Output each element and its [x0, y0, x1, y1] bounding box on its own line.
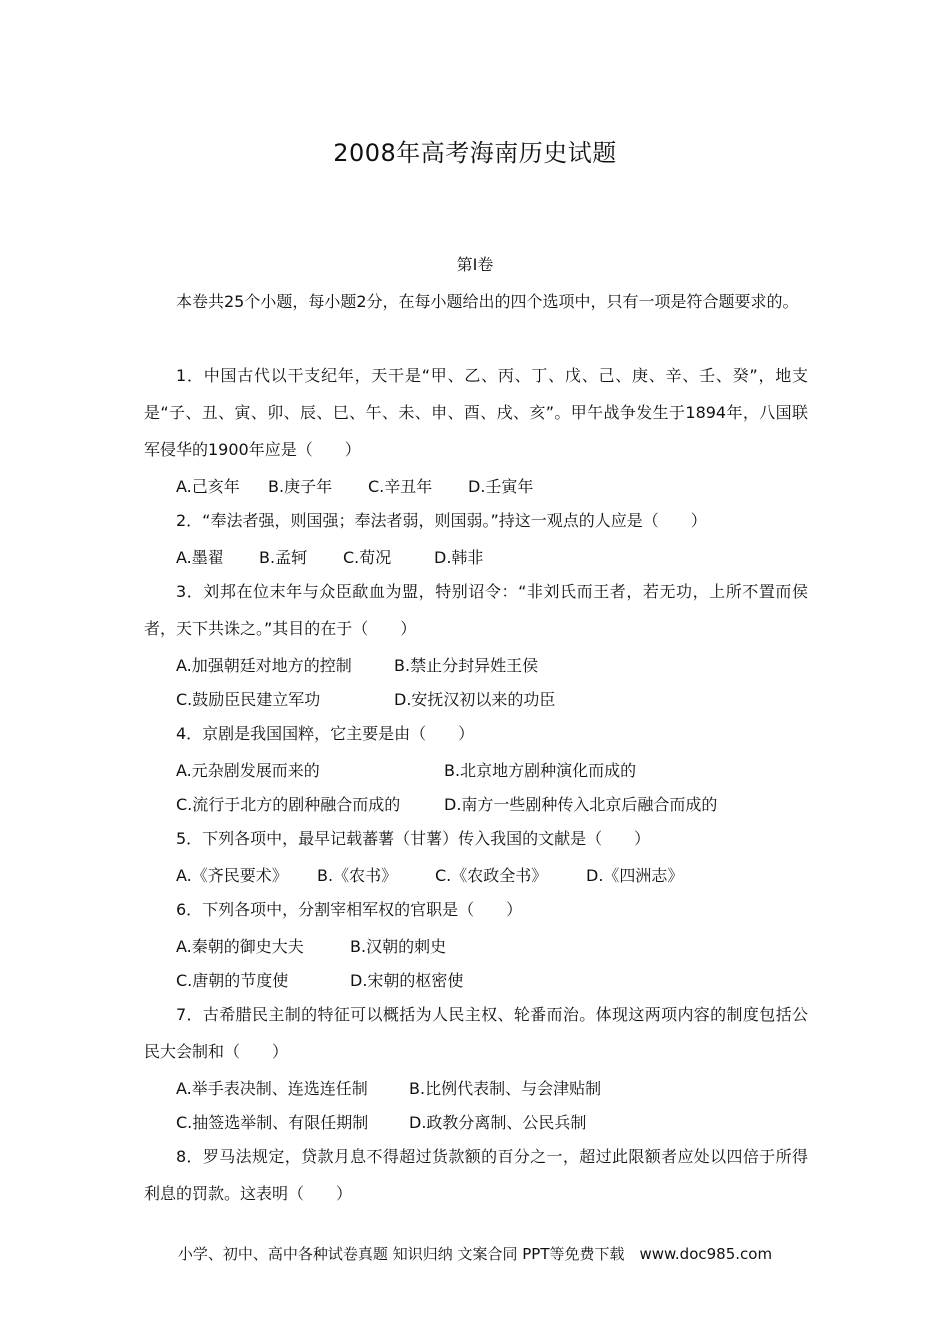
question-4-options-row-2 [144, 786, 808, 820]
instructions: 本卷共25个小题，每小题2分，在每小题给出的四个选项中，只有一项是符合题要求的。 [176, 292, 799, 311]
option-c: C.辛丑年 [368, 476, 433, 496]
option-d: D.政教分离制、公民兵制 [409, 1112, 587, 1132]
option-b: B.禁止分封异姓王侯 [394, 655, 539, 675]
option-d: D.安抚汉初以来的功臣 [394, 689, 556, 709]
option-a: A.己亥年 [176, 476, 240, 496]
question-2-options [144, 539, 808, 573]
page-title: 2008年高考海南历史试题 [333, 139, 617, 167]
question-6-options-row-2 [144, 962, 808, 996]
question-3-options-row-1 [144, 647, 808, 681]
question-5-stem: 5．下列各项中，最早记载蕃薯（甘薯）传入我国的文献是（ ） [176, 829, 651, 848]
option-b: B.孟轲 [259, 547, 308, 567]
option-b: B.庚子年 [268, 476, 333, 496]
option-c: C.唐朝的节度使 [176, 970, 289, 990]
option-c: C.鼓励臣民建立军功 [176, 689, 321, 709]
option-a: A.加强朝廷对地方的控制 [176, 655, 352, 675]
question-1-options [144, 468, 808, 502]
exam-content [144, 283, 808, 1212]
option-c: C.流行于北方的剧种融合而成的 [176, 794, 401, 814]
question-6-options-row-1 [144, 928, 808, 962]
question-3-stem: 3．刘邦在位末年与众臣歃血为盟，特别诏令：“非刘氏而王者，若无功，上所不置而侯者，天下共诛之。”其目的在于（ ） [144, 582, 808, 638]
option-c: C.荀况 [343, 547, 392, 567]
option-b: B.北京地方剧种演化而成的 [444, 760, 637, 780]
footer-note: 小学、初中、高中各种试卷真题 知识归纳 文案合同 PPT等免费下载 www.doc985.com [177, 1245, 773, 1263]
question-2-stem: 2．“奉法者强，则国强；奉法者弱，则国弱。”持这一观点的人应是（ ） [176, 511, 707, 530]
option-a: A.元杂剧发展而来的 [176, 760, 320, 780]
question-7-stem: 7．古希腊民主制的特征可以概括为人民主权、轮番而治。体现这两项内容的制度包括公民大会制和（ ） [144, 1005, 808, 1061]
question-7-options-row-1 [144, 1070, 808, 1104]
question-4-options-row-1 [144, 752, 808, 786]
option-b: B.比例代表制、与会津贴制 [409, 1078, 602, 1098]
option-a: A.墨翟 [176, 547, 224, 567]
option-c: C.《农政全书》 [435, 865, 548, 885]
question-4-stem: 4．京剧是我国国粹，它主要是由（ ） [176, 724, 475, 743]
option-d: D.《四洲志》 [586, 865, 684, 885]
question-5-options [144, 857, 808, 891]
option-d: D.南方一些剧种传入北京后融合而成的 [444, 794, 718, 814]
question-6-stem: 6．下列各项中，分割宰相军权的官职是（ ） [176, 900, 523, 919]
question-8-stem: 8．罗马法规定，贷款月息不得超过货款额的百分之一，超过此限额者应处以四倍于所得利息的罚款。这表明（ ） [144, 1147, 808, 1203]
option-d: D.壬寅年 [468, 476, 534, 496]
option-d: D.韩非 [434, 547, 484, 567]
option-b: B.《农书》 [317, 865, 398, 885]
option-c: C.抽签选举制、有限任期制 [176, 1112, 369, 1132]
question-7-options-row-2 [144, 1104, 808, 1138]
option-a: A.秦朝的御史大夫 [176, 936, 304, 956]
option-d: D.宋朝的枢密使 [350, 970, 464, 990]
section-heading: 第Ⅰ卷 [456, 255, 494, 274]
question-3-options-row-2 [144, 681, 808, 715]
option-a: A.《齐民要术》 [176, 865, 288, 885]
option-a: A.举手表决制、连选连任制 [176, 1078, 368, 1098]
question-1-stem: 1．中国古代以干支纪年，天干是“甲、乙、丙、丁、戊、己、庚、辛、壬、癸”，地支是“子、丑、寅、卯、辰、巳、午、未、申、酉、戌、亥”。甲午战争发生于1894年，八国联军侵华的1900年应是（ ） [144, 366, 808, 459]
option-b: B.汉朝的刺史 [350, 936, 447, 956]
